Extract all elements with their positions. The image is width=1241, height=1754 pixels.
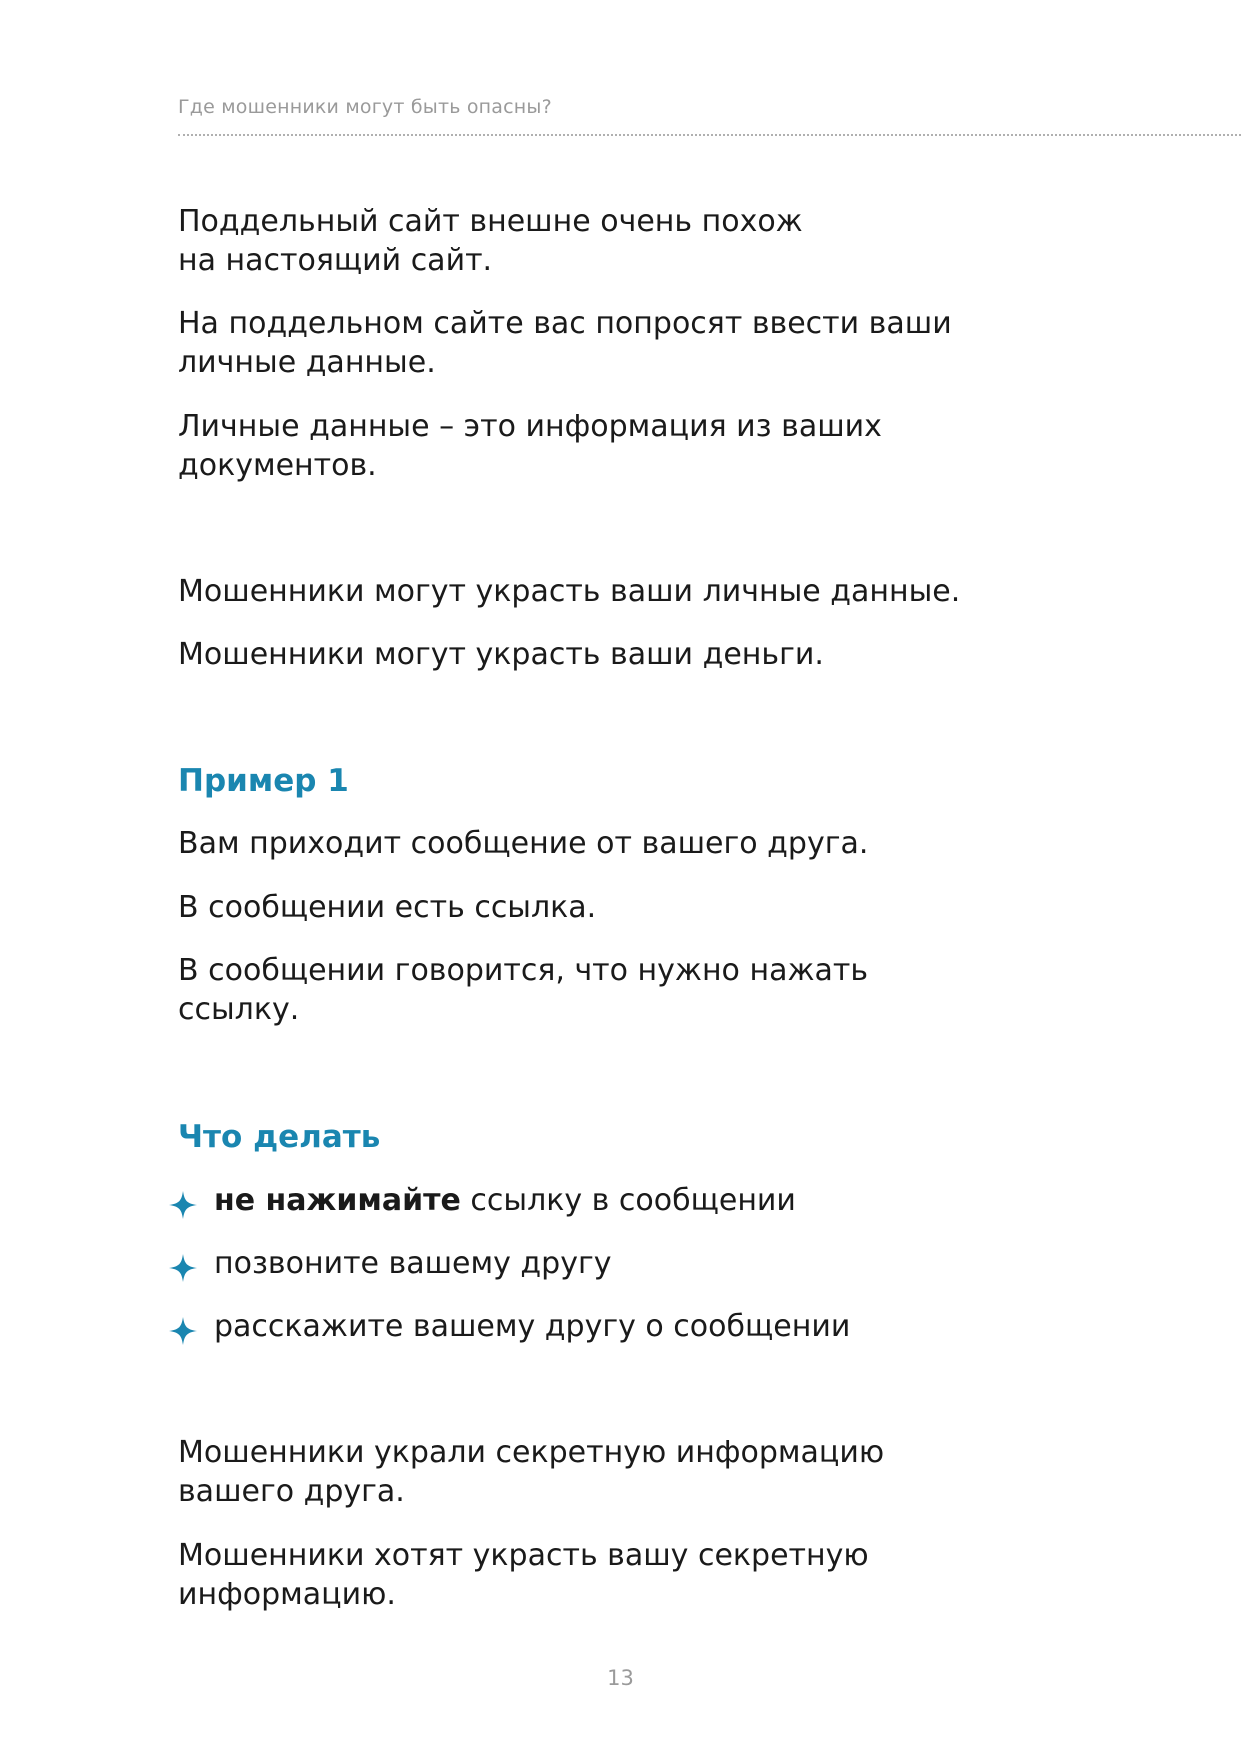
paragraph-personal-data-request: [178, 304, 952, 382]
list-item-text: позвоните вашему другу: [214, 1246, 612, 1281]
list-item-rest: ссылку в сообщении: [460, 1183, 796, 1218]
text-line: Мошенники украли секретную информацию: [178, 1435, 885, 1470]
text-line: личные данные.: [178, 345, 436, 380]
paragraph-click-link: [178, 951, 868, 1029]
paragraph-steal-data: Мошенники могут украсть ваши личные данные.: [178, 574, 961, 609]
running-header: Где мошенники могут быть опасны?: [178, 96, 552, 118]
text-line: на настоящий сайт.: [178, 243, 493, 278]
list-item: [168, 1307, 850, 1346]
text-line: вашего друга.: [178, 1474, 405, 1509]
list-item-text: расскажите вашему другу о сообщении: [214, 1309, 851, 1344]
paragraph-your-info-threat: [178, 1536, 869, 1614]
text-line: ссылку.: [178, 992, 300, 1027]
paragraph-personal-data-definition: [178, 407, 882, 485]
list-item: [168, 1244, 612, 1283]
paragraph-steal-money: Мошенники могут украсть ваши деньги.: [178, 637, 824, 672]
text-line: информацию.: [178, 1577, 396, 1612]
paragraph-friend-info-stolen: [178, 1433, 884, 1511]
text-line: Поддельный сайт внешне очень похож: [178, 204, 803, 239]
paragraph-friend-message: Вам приходит сообщение от вашего друга.: [178, 826, 869, 861]
text-line: Личные данные – это информация из ваших: [178, 409, 882, 444]
what-to-do-heading: Что делать: [178, 1119, 381, 1155]
paragraph-fake-site: [178, 202, 803, 280]
example-heading: Пример 1: [178, 763, 349, 799]
text-line: документов.: [178, 448, 377, 483]
list-item-emphasis: не нажимайте: [214, 1183, 461, 1218]
text-line: Мошенники хотят украсть вашу секретную: [178, 1538, 869, 1573]
page-number: 13: [607, 1666, 634, 1690]
four-point-star-icon: [168, 1190, 198, 1220]
four-point-star-icon: [168, 1253, 198, 1283]
header-divider: [178, 134, 1241, 136]
list-item-text: [214, 1181, 796, 1220]
four-point-star-icon: [168, 1316, 198, 1346]
list-item: [168, 1181, 796, 1220]
text-line: На поддельном сайте вас попросят ввести ваши: [178, 306, 952, 341]
paragraph-link-in-message: В сообщении есть ссылка.: [178, 890, 597, 925]
text-line: В сообщении говорится, что нужно нажать: [178, 953, 869, 988]
